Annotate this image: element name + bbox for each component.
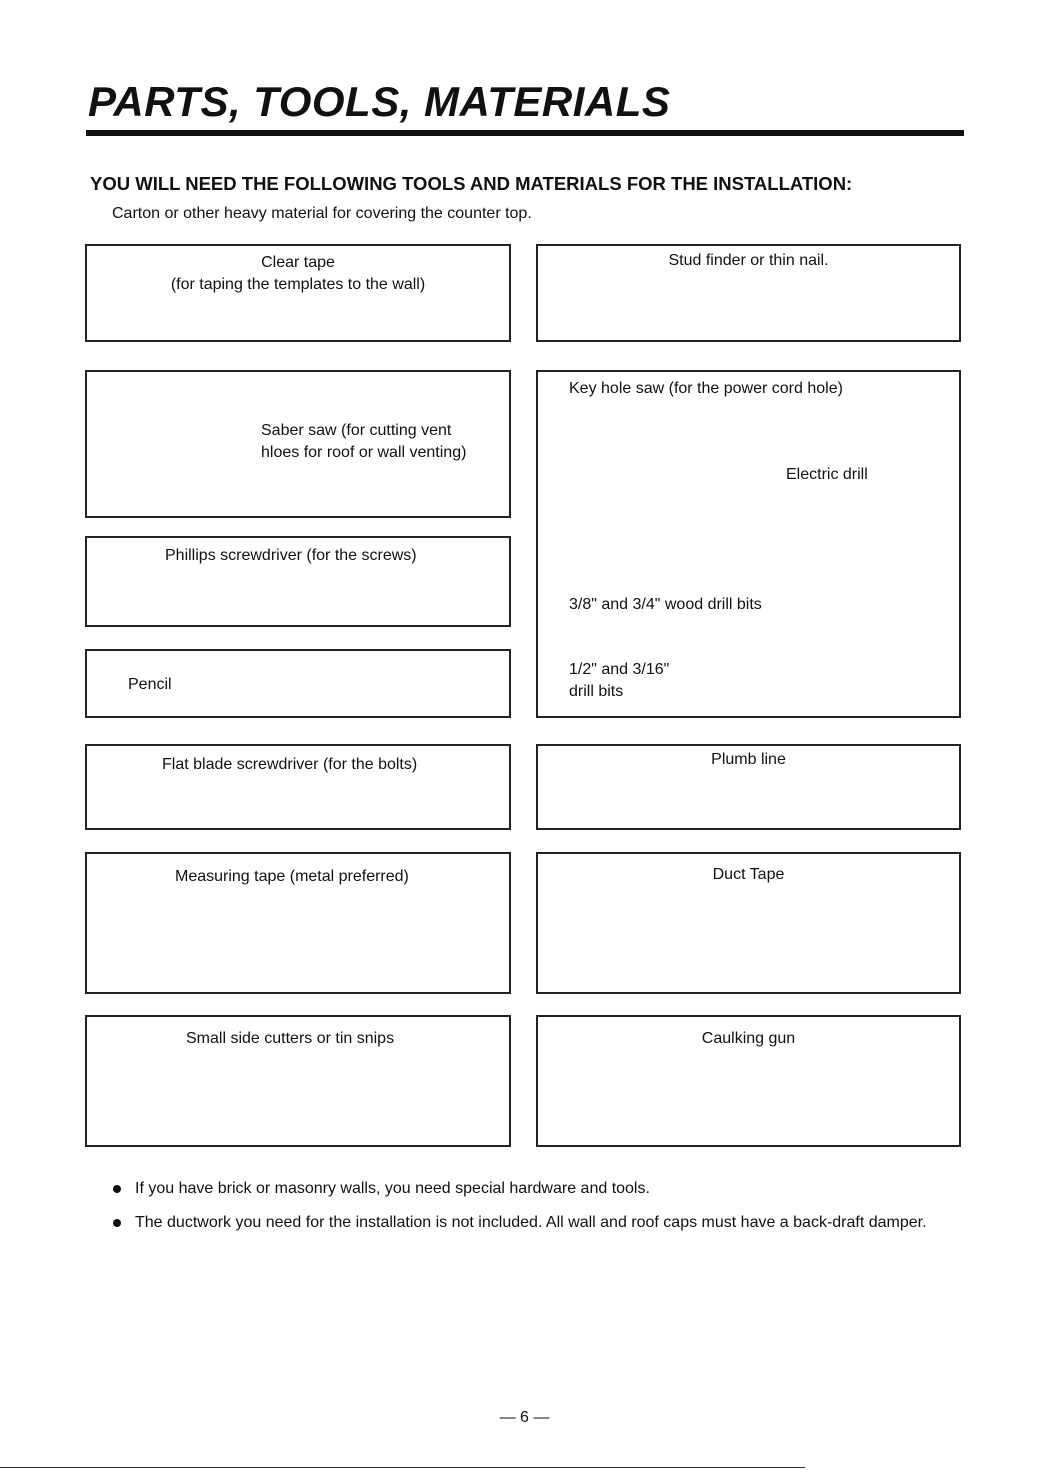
pencil-box	[85, 649, 511, 718]
bullet-icon	[113, 1219, 121, 1227]
electric-drill-label: Electric drill	[786, 466, 868, 483]
clear-tape-label: Clear tape (for taping the templates to the wall)	[170, 254, 426, 293]
measuring-tape-label: Measuring tape (metal preferred)	[175, 868, 409, 885]
page-title: PARTS, TOOLS, MATERIALS	[88, 78, 671, 125]
drill-bits-label: 1/2" and 3/16" drill bits	[569, 661, 670, 700]
note-item	[112, 1212, 972, 1234]
note-item	[112, 1178, 972, 1200]
drill-box	[536, 370, 961, 718]
notes-list	[112, 1178, 972, 1246]
footer-rule	[0, 1467, 805, 1468]
section-heading: YOU WILL NEED THE FOLLOWING TOOLS AND MATERIALS FOR THE INSTALLATION:	[90, 173, 853, 194]
title-underline	[86, 130, 964, 136]
page-number: — 6 —	[499, 1409, 550, 1426]
phillips-screwdriver-label: Phillips screwdriver (for the screws)	[165, 547, 417, 564]
flat-blade-screwdriver-box	[85, 744, 511, 830]
plumb-line-label: Plumb line	[711, 751, 786, 768]
duct-tape-box	[536, 852, 961, 994]
stud-finder-label: Stud finder or thin nail.	[668, 252, 829, 269]
bullet-icon	[113, 1185, 121, 1193]
side-cutters-box	[85, 1015, 511, 1147]
caulking-gun-box	[536, 1015, 961, 1147]
duct-tape-label: Duct Tape	[712, 866, 785, 883]
measuring-tape-box	[85, 852, 511, 994]
note-text: The ductwork you need for the installation is not included. All wall and roof caps must have a back-draft damper.	[135, 1214, 927, 1231]
flat-blade-screwdriver-label: Flat blade screwdriver (for the bolts)	[162, 756, 418, 773]
wood-drill-bits-label: 3/8" and 3/4" wood drill bits	[569, 596, 762, 613]
stud-finder-box	[536, 244, 961, 342]
saber-saw-box	[85, 370, 511, 518]
key-hole-saw-label: Key hole saw (for the power cord hole)	[569, 380, 843, 397]
pencil-label: Pencil	[128, 676, 172, 693]
plumb-line-box	[536, 744, 961, 830]
clear-tape-box	[85, 244, 511, 342]
side-cutters-label: Small side cutters or tin snips	[186, 1030, 395, 1047]
saber-saw-label: Saber saw (for cutting vent hloes for roof or wall venting)	[261, 422, 467, 461]
caulking-gun-label: Caulking gun	[701, 1030, 796, 1047]
phillips-screwdriver-box	[85, 536, 511, 627]
note-text: If you have brick or masonry walls, you need special hardware and tools.	[135, 1180, 650, 1197]
intro-text: Carton or other heavy material for covering the counter top.	[112, 205, 532, 222]
